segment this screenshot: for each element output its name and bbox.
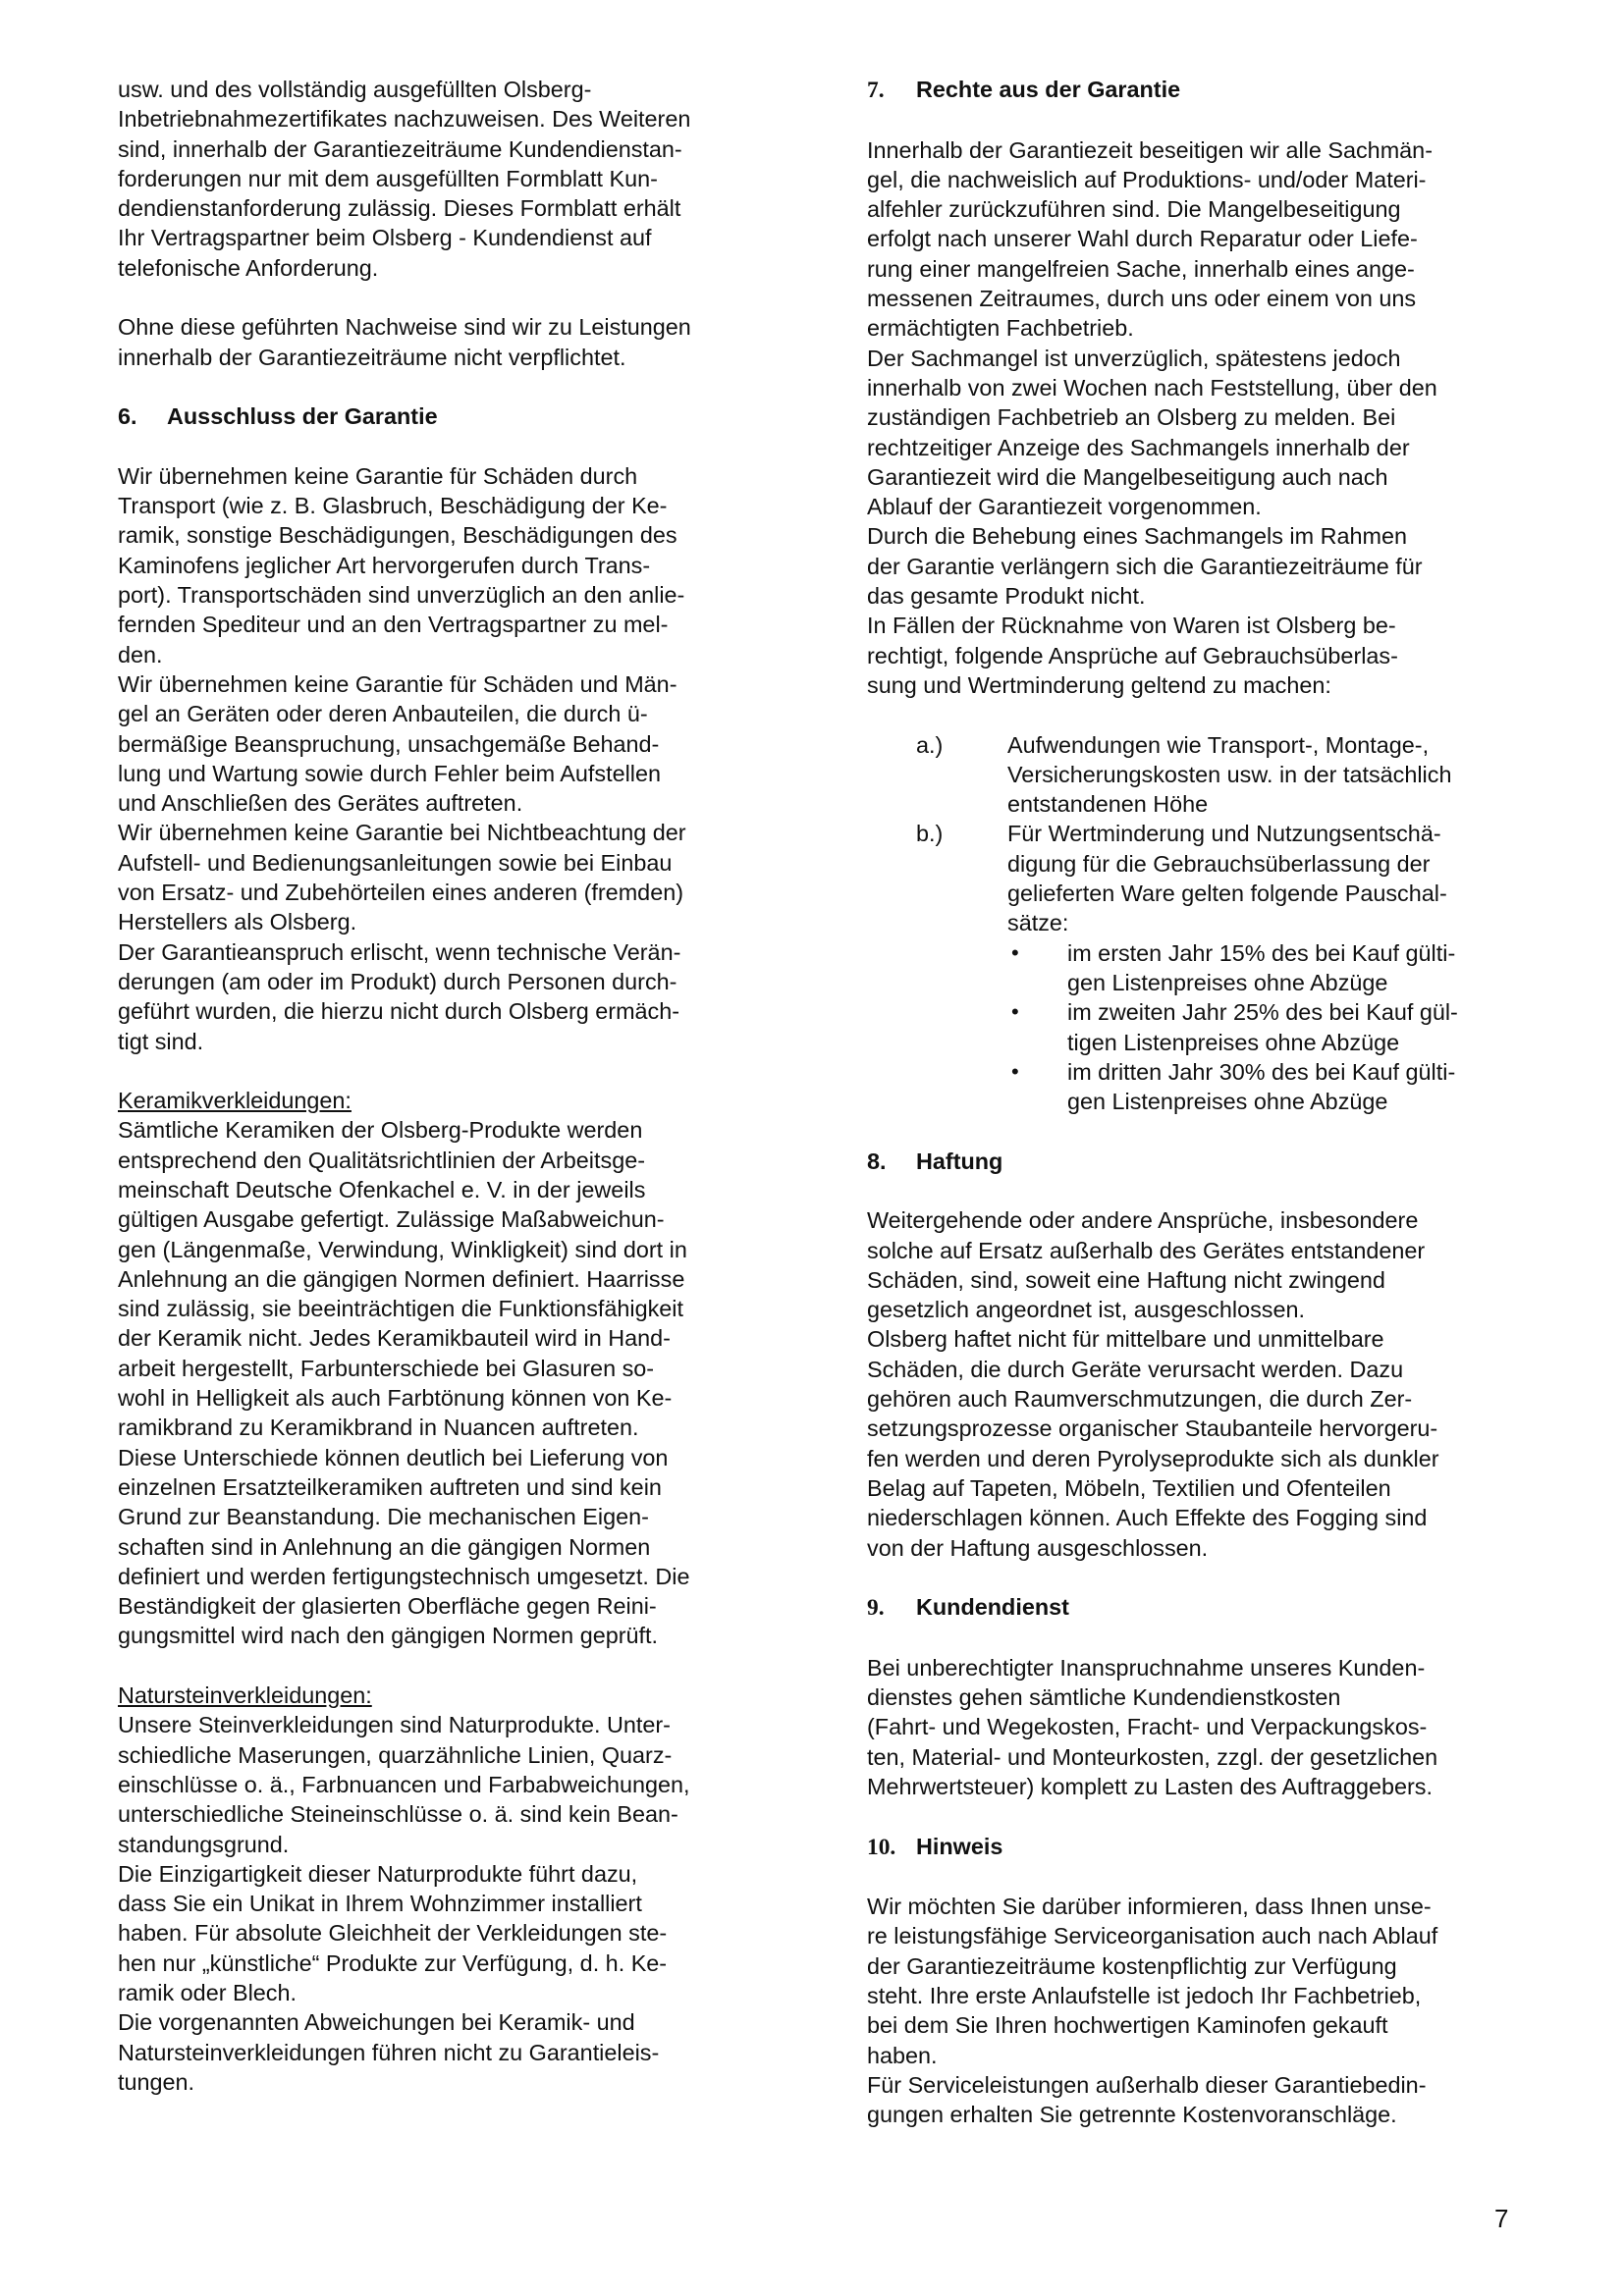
text-line: Versicherungskosten usw. in der tatsächlich	[1007, 761, 1452, 787]
text-line: den.	[118, 641, 163, 667]
bullet-text	[1067, 938, 1522, 998]
text-line: Die Einzigartigkeit dieser Naturprodukte führt dazu,	[118, 1860, 638, 1887]
text-line: gen (Längenmaße, Verwindung, Winkligkeit) sind dort in	[118, 1236, 687, 1262]
stone-subheading: Natursteinverkleidungen:	[118, 1682, 372, 1709]
section-10-heading	[867, 1832, 1522, 1862]
text-line: setzungsprozesse organischer Staubanteile hervorgeru-	[867, 1415, 1438, 1442]
item-text	[1007, 819, 1522, 937]
section-10-body	[867, 1892, 1522, 2129]
text-line: Weitergehende oder andere Ansprüche, insbesondere	[867, 1207, 1419, 1234]
text-line: das gesamte Produkt nicht.	[867, 583, 1146, 610]
text-line: gen Listenpreises ohne Abzüge	[1067, 1089, 1388, 1115]
intro-paragraph	[118, 75, 770, 283]
text-line: Die vorgenannten Abweichungen bei Keramik- und	[118, 2009, 635, 2036]
text-line: derungen (am oder im Produkt) durch Personen durch-	[118, 968, 677, 994]
text-line: Ihr Vertragspartner beim Olsberg - Kundendienst auf	[118, 225, 652, 251]
compensation-item	[916, 730, 1522, 820]
text-line: sind, innerhalb der Garantiezeiträume Kundendienstan-	[118, 135, 682, 162]
item-label: a.)	[916, 731, 944, 758]
text-line: dendienstanforderung zulässig. Dieses Formblatt erhält	[118, 195, 681, 222]
text-line: innerhalb von zwei Wochen nach Feststellung, über den	[867, 374, 1437, 400]
text-line: gel an Geräten oder deren Anbauteilen, die durch ü-	[118, 701, 648, 727]
text-line: re leistungsfähige Serviceorganisation auch nach Ablauf	[867, 1923, 1438, 1949]
text-line: Sämtliche Keramiken der Olsberg-Produkte werden	[118, 1117, 643, 1144]
text-line: ten, Material- und Monteurkosten, zzgl. der gesetzlichen	[867, 1743, 1438, 1770]
section-7-body	[867, 135, 1522, 701]
section-title: Ausschluss der Garantie	[167, 403, 438, 430]
bullet-icon: •	[1011, 1058, 1019, 1084]
text-line: Garantiezeit wird die Mangelbeseitigung auch nach	[867, 463, 1388, 490]
text-line: tigen Listenpreises ohne Abzüge	[1067, 1029, 1400, 1055]
compensation-item	[916, 819, 1522, 937]
text-line: Kaminofens jeglicher Art hervorgerufen durch Trans-	[118, 552, 651, 578]
text-line: tungen.	[118, 2068, 195, 2095]
text-line: rechtigt, folgende Ansprüche auf Gebrauchsüberlas-	[867, 642, 1398, 668]
text-line: Natursteinverkleidungen führen nicht zu Garantieleis-	[118, 2039, 660, 2065]
text-line: Der Garantieanspruch erlischt, wenn technische Verän-	[118, 938, 681, 965]
text-line: Anlehnung an die gängigen Normen definiert. Haarrisse	[118, 1265, 685, 1292]
text-line: gungsmittel wird nach den gängigen Normen geprüft.	[118, 1623, 659, 1649]
item-text	[1007, 730, 1522, 820]
text-line: Olsberg haftet nicht für mittelbare und unmittelbare	[867, 1326, 1384, 1353]
section-9-heading	[867, 1592, 1522, 1623]
text-line: sätze:	[1007, 910, 1069, 936]
text-line: Transport (wie z. B. Glasbruch, Beschädigung der Ke-	[118, 493, 668, 519]
section-9-body	[867, 1653, 1522, 1801]
text-line: steht. Ihre erste Anlaufstelle ist jedoch Ihr Fachbetrieb,	[867, 1983, 1422, 2008]
text-line: standungsgrund.	[118, 1831, 290, 1857]
section-number: 7.	[867, 78, 885, 103]
text-line: zuständigen Fachbetrieb an Olsberg zu melden. Bei	[867, 404, 1396, 431]
page-number: 7	[1494, 2204, 1509, 2233]
text-line: Innerhalb der Garantiezeit beseitigen wir alle Sachmän-	[867, 136, 1433, 163]
text-line: von der Haftung ausgeschlossen.	[867, 1534, 1209, 1561]
text-line: arbeit hergestellt, Farbunterschiede bei Glasuren so-	[118, 1355, 655, 1381]
list-item	[1007, 938, 1522, 998]
text-line: schaften sind in Anlehnung an die gängigen Normen	[118, 1533, 651, 1560]
intro-note-paragraph	[118, 312, 770, 372]
section-title: Hinweis	[916, 1833, 1003, 1859]
text-line: Ablauf der Garantiezeit vorgenommen.	[867, 494, 1262, 520]
text-line: Für Wertminderung und Nutzungsentschä-	[1007, 821, 1441, 847]
text-line: messenen Zeitraumes, durch uns oder einem von uns	[867, 286, 1417, 312]
text-line: ramikbrand zu Keramikbrand in Nuancen auftreten.	[118, 1415, 639, 1441]
text-line: im dritten Jahr 30% des bei Kauf gülti-	[1067, 1058, 1456, 1085]
text-line: gesetzlich angeordnet ist, ausgeschlossen.	[867, 1297, 1305, 1323]
text-line: usw. und des vollständig ausgefüllten Olsberg-	[118, 77, 592, 102]
text-line: digung für die Gebrauchsüberlassung der	[1007, 850, 1431, 877]
section-number: 6.	[118, 403, 137, 430]
section-8-heading	[867, 1147, 1522, 1176]
text-line: Aufstell- und Bedienungsanleitungen sowie bei Einbau	[118, 849, 673, 876]
section-title: Haftung	[916, 1148, 1003, 1174]
text-line: niederschlagen können. Auch Effekte des Fogging sind	[867, 1505, 1428, 1531]
text-line: Wir übernehmen keine Garantie bei Nichtbeachtung der	[118, 820, 686, 846]
text-line: rechtzeitiger Anzeige des Sachmangels innerhalb der	[867, 434, 1410, 460]
section-number: 9.	[867, 1595, 885, 1622]
text-line: im ersten Jahr 15% des bei Kauf gülti-	[1067, 939, 1456, 966]
text-line: einschlüsse o. ä., Farbnuancen und Farbabweichungen,	[118, 1771, 690, 1797]
text-line: solche auf Ersatz außerhalb des Gerätes entstandener	[867, 1237, 1426, 1263]
text-line: Diese Unterschiede können deutlich bei Lieferung von	[118, 1444, 669, 1470]
text-line: wohl in Helligkeit als auch Farbtönung können von Ke-	[118, 1385, 673, 1412]
text-line: ramik, sonstige Beschädigungen, Beschädigungen des	[118, 522, 677, 549]
text-line: Schäden, die durch Geräte verursacht werden. Dazu	[867, 1356, 1404, 1382]
text-line: definiert und werden fertigungstechnisch umgesetzt. Die	[118, 1563, 690, 1589]
text-line: der Garantiezeiträume kostenpflichtig zur Verfügung	[867, 1952, 1397, 1979]
text-line: dienstes gehen sämtliche Kundendienstkosten	[867, 1684, 1341, 1711]
text-line: haben.	[867, 2042, 938, 2068]
text-line: forderungen nur mit dem ausgefüllten Formblatt Kun-	[118, 165, 658, 191]
text-line: Wir möchten Sie darüber informieren, dass Ihnen unse-	[867, 1894, 1432, 1920]
text-line: Der Sachmangel ist unverzüglich, spätestens jedoch	[867, 345, 1401, 371]
text-line: der Garantie verlängern sich die Garantiezeiträume für	[867, 553, 1423, 579]
ceramic-subheading: Keramikverkleidungen:	[118, 1088, 352, 1114]
text-line: telefonische Anforderung.	[118, 254, 379, 281]
text-line: einzelnen Ersatzteilkeramiken auftreten und sind kein	[118, 1473, 662, 1500]
section-6-heading	[118, 401, 770, 431]
text-line: Inbetriebnahmezertifikates nachzuweisen. Des Weiteren	[118, 106, 691, 133]
section-title: Rechte aus der Garantie	[916, 77, 1181, 102]
list-item	[1007, 1057, 1522, 1117]
text-line: port). Transportschäden sind unverzüglich an den anlie-	[118, 582, 685, 609]
text-line: geführt wurden, die hierzu nicht durch Olsberg ermäch-	[118, 998, 680, 1025]
text-line: gelieferten Ware gelten folgende Pauschal-	[1007, 881, 1447, 907]
text-line: ermächtigten Fachbetrieb.	[867, 315, 1134, 342]
text-line: entsprechend den Qualitätsrichtlinien der Arbeitsge-	[118, 1147, 646, 1173]
text-line: Schäden, sind, soweit eine Haftung nicht zwingend	[867, 1266, 1385, 1293]
text-line: (Fahrt- und Wegekosten, Fracht- und Verpackungskos-	[867, 1714, 1428, 1740]
text-line: rung einer mangelfreien Sache, innerhalb eines ange-	[867, 255, 1415, 282]
text-line: Unsere Steinverkleidungen sind Naturprodukte. Unter-	[118, 1712, 671, 1738]
text-line: gehören auch Raumverschmutzungen, die durch Zer-	[867, 1386, 1413, 1413]
section-number: 10.	[867, 1834, 896, 1860]
section-7-heading	[867, 75, 1522, 105]
text-line: schiedliche Maserungen, quarzähnliche Linien, Quarz-	[118, 1741, 673, 1768]
text-line: von Ersatz- und Zubehörteilen eines anderen (fremden)	[118, 880, 683, 906]
text-line: gungen erhalten Sie getrennte Kostenvoranschläge.	[867, 2102, 1397, 2128]
text-line: hen nur „künstliche“ Produkte zur Verfügung, d. h. Ke-	[118, 1949, 668, 1976]
list-item	[1007, 997, 1522, 1057]
depreciation-rates-list	[1007, 938, 1522, 1117]
compensation-items	[867, 730, 1522, 938]
text-line: gen Listenpreises ohne Abzüge	[1067, 969, 1388, 995]
text-line: Grund zur Beanstandung. Die mechanischen Eigen-	[118, 1504, 649, 1530]
section-6-body	[118, 461, 770, 1056]
text-line: bei dem Sie Ihren hochwertigen Kaminofen gekauft	[867, 2012, 1388, 2039]
text-line: innerhalb der Garantiezeiträume nicht verpflichtet.	[118, 344, 626, 370]
text-line: und Anschließen des Gerätes auftreten.	[118, 790, 523, 817]
text-line: Aufwendungen wie Transport-, Montage-,	[1007, 731, 1430, 758]
text-line: erfolgt nach unserer Wahl durch Reparatur oder Liefe-	[867, 226, 1418, 252]
text-line: fen werden und deren Pyrolyseprodukte sich als dunkler	[867, 1445, 1439, 1471]
text-line: Wir übernehmen keine Garantie für Schäden und Män-	[118, 670, 677, 697]
text-line: alfehler zurückzuführen sind. Die Mangelbeseitigung	[867, 196, 1401, 223]
text-line: entstandenen Höhe	[1007, 791, 1209, 818]
text-line: sind zulässig, sie beeinträchtigen die Funktionsfähigkeit	[118, 1296, 684, 1322]
bullet-text	[1067, 997, 1522, 1057]
text-line: der Keramik nicht. Jedes Keramikbauteil wird in Hand-	[118, 1325, 671, 1352]
item-label: b.)	[916, 821, 944, 847]
text-line: Herstellers als Olsberg.	[118, 909, 357, 935]
text-line: gültigen Ausgabe gefertigt. Zulässige Maßabweichun-	[118, 1206, 665, 1233]
text-line: lung und Wartung sowie durch Fehler beim Aufstellen	[118, 760, 662, 786]
text-line: sung und Wertminderung geltend zu machen:	[867, 671, 1331, 698]
text-line: haben. Für absolute Gleichheit der Verkleidungen ste-	[118, 1920, 668, 1947]
text-line: tigt sind.	[118, 1028, 204, 1054]
text-line: Wir übernehmen keine Garantie für Schäden durch	[118, 462, 638, 489]
text-line: Für Serviceleistungen außerhalb dieser Garantiebedin-	[867, 2071, 1427, 2098]
section-title: Kundendienst	[916, 1594, 1069, 1621]
section-number: 8.	[867, 1148, 887, 1174]
section-8-body	[867, 1205, 1522, 1563]
text-line: In Fällen der Rücknahme von Waren ist Olsberg be-	[867, 613, 1396, 639]
text-line: ramik oder Blech.	[118, 1980, 297, 2005]
text-line: dass Sie ein Unikat in Ihrem Wohnzimmer installiert	[118, 1891, 642, 1917]
bullet-text	[1067, 1057, 1522, 1117]
text-line: Ohne diese geführten Nachweise sind wir zu Leistungen	[118, 314, 691, 341]
text-line: Durch die Behebung eines Sachmangels im Rahmen	[867, 523, 1407, 550]
text-line: meinschaft Deutsche Ofenkachel e. V. in der jeweils	[118, 1176, 646, 1202]
text-line: gel, die nachweislich auf Produktions- und/oder Materi-	[867, 166, 1427, 192]
left-column	[118, 75, 770, 2097]
text-line: bermäßige Beanspruchung, unsachgemäße Behand-	[118, 730, 660, 757]
ceramic-body	[118, 1115, 770, 1650]
right-column	[867, 75, 1522, 2129]
text-line: Mehrwertsteuer) komplett zu Lasten des Auftraggebers.	[867, 1773, 1433, 1799]
text-line: Beständigkeit der glasierten Oberfläche gegen Reini-	[118, 1593, 657, 1620]
stone-body	[118, 1710, 770, 2097]
text-line: im zweiten Jahr 25% des bei Kauf gül-	[1067, 999, 1458, 1026]
bullet-icon: •	[1011, 999, 1019, 1025]
text-line: fernden Spediteur und an den Vertragspartner zu mel-	[118, 612, 669, 638]
text-line: Bei unberechtigter Inanspruchnahme unseres Kunden-	[867, 1654, 1426, 1681]
text-line: Belag auf Tapeten, Möbeln, Textilien und Ofenteilen	[867, 1474, 1391, 1501]
bullet-icon: •	[1011, 939, 1019, 965]
text-line: unterschiedliche Steineinschlüsse o. ä. sind kein Bean-	[118, 1801, 678, 1828]
